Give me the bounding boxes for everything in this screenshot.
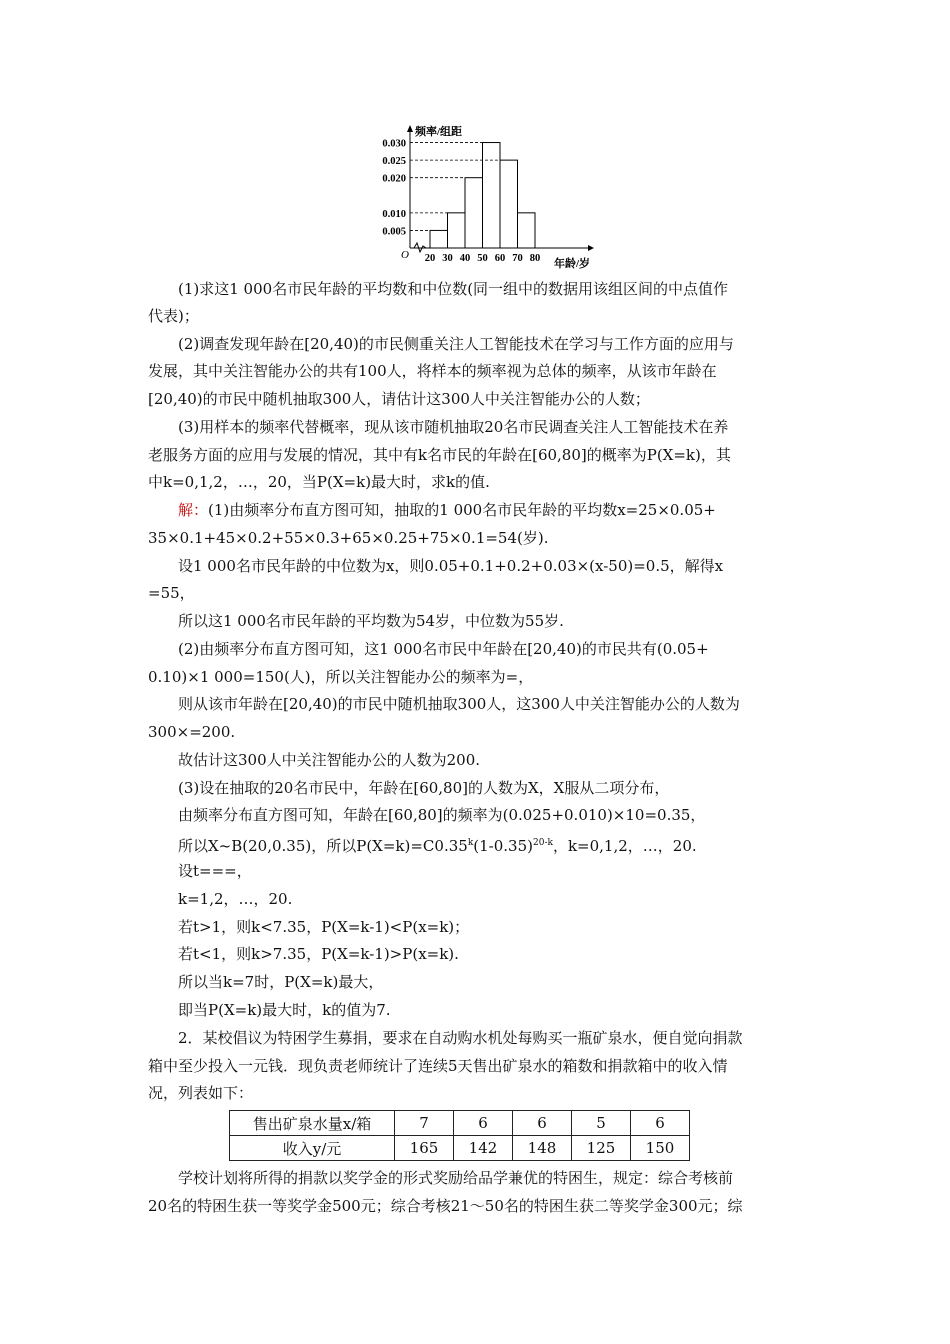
y-axis-label: 频率/组距 xyxy=(415,126,463,138)
table-header-cell: 收入y/元 xyxy=(230,1136,395,1161)
solution-line19: 即当P(X=k)最大时，k的值为7. xyxy=(178,1001,391,1019)
histogram-bar xyxy=(430,230,448,248)
q1-line2: 代表)； xyxy=(148,307,199,325)
solution-line4: =55， xyxy=(148,584,195,602)
binomial-part2: (1-0.35) xyxy=(473,837,533,855)
q2-line2: 发展，其中关注智能办公的共有100人，将样本的频率视为总体的频率，从该市年龄在 xyxy=(148,362,717,380)
solution-line13 xyxy=(178,833,858,856)
x-tick-label: 70 xyxy=(512,253,523,264)
solution-line3: 设1 000名市民年龄的中位数为x，则0.05+0.1+0.2+0.03×(x-50)=0.5，解得x xyxy=(178,557,724,575)
table-cell: 150 xyxy=(631,1136,690,1161)
solution-line1 xyxy=(178,500,858,520)
table-header-cell: 售出矿泉水量x/箱 xyxy=(230,1111,395,1136)
solution-line14: 设t===， xyxy=(178,862,252,880)
solution-line12: 由频率分布直方图可知，年龄在[60,80]的频率为(0.025+0.010)×10=0.35， xyxy=(178,806,706,824)
q2-line3: [20,40)的市民中随机抽取300人，请估计这300人中关注智能办公的人数； xyxy=(148,390,650,408)
table-cell: 165 xyxy=(395,1136,454,1161)
solution-line8: 则从该市年龄在[20,40)的市民中随机抽取300人，这300人中关注智能办公的人数为 xyxy=(178,695,740,713)
y-tick-label: 0.030 xyxy=(382,138,406,150)
x-tick-label: 50 xyxy=(477,253,488,264)
y-axis-arrow xyxy=(407,125,413,132)
x-axis-label: 年龄/岁 xyxy=(554,258,591,270)
table-cell: 125 xyxy=(572,1136,631,1161)
problem2-line4: 学校计划将所得的捐款以奖学金的形式奖励给品学兼优的特困生，规定：综合考核前 xyxy=(178,1169,734,1187)
table-cell: 5 xyxy=(572,1111,631,1136)
q3-line3: 中k=0,1,2，…，20，当P(X=k)最大时，求k的值. xyxy=(148,473,490,491)
solution-line17: 若t<1，则k>7.35，P(X=k-1)>P(x=k). xyxy=(178,945,459,963)
solution-text: (1)由频率分布直方图可知，抽取的1 000名市民年龄的平均数x=25×0.05+ xyxy=(208,501,716,519)
q3-line2: 老服务方面的应用与发展的情况，其中有k名市民的年龄在[60,80]的概率为P(X=k)，其 xyxy=(148,446,731,464)
solution-line11: (3)设在抽取的20名市民中，年龄在[60,80]的人数为X，X服从二项分布， xyxy=(178,779,670,797)
y-tick-label: 0.020 xyxy=(382,173,406,185)
table-cell: 142 xyxy=(454,1136,513,1161)
problem2-line5: 20名的特困生获一等奖学金500元；综合考核21～50名的特困生获二等奖学金300元；综 xyxy=(148,1197,743,1215)
x-tick-label: 30 xyxy=(442,253,453,264)
table-cell: 6 xyxy=(454,1111,513,1136)
histogram-bar xyxy=(483,143,501,248)
table-row xyxy=(230,1136,690,1161)
q3-line1: (3)用样本的频率代替概率，现从该市随机抽取20名市民调查关注人工智能技术在养 xyxy=(178,418,729,436)
table-cell: 7 xyxy=(395,1111,454,1136)
table-cell: 6 xyxy=(513,1111,572,1136)
x-tick-label: 60 xyxy=(494,253,506,264)
solution-line15: k=1,2，…，20. xyxy=(178,890,293,908)
histogram-bar xyxy=(465,178,483,248)
frequency-histogram xyxy=(368,124,616,270)
solution-line9: 300×=200. xyxy=(148,723,236,741)
histogram-bar xyxy=(500,160,518,248)
histogram-bar xyxy=(518,213,536,248)
binomial-part3: ，k=0,1,2，…，20. xyxy=(552,837,697,855)
table-row xyxy=(230,1111,690,1136)
solution-line10: 故估计这300人中关注智能办公的人数为200. xyxy=(178,751,481,769)
y-tick-label: 0.025 xyxy=(382,156,406,168)
exp-20-k: 20-k xyxy=(533,838,553,848)
problem2-line1: 2．某校倡议为特困学生募捐，要求在自动购水机处每购买一瓶矿泉水，便自觉向捐款 xyxy=(178,1029,743,1047)
problem2-line3: 况，列表如下： xyxy=(148,1084,254,1102)
histogram-bar xyxy=(448,213,466,248)
table-cell: 148 xyxy=(513,1136,572,1161)
y-tick-label: 0.005 xyxy=(382,226,406,238)
origin-label: O xyxy=(401,249,409,261)
solution-line16: 若t>1，则k<7.35，P(X=k-1)<P(x=k)； xyxy=(178,918,470,936)
table-cell: 6 xyxy=(631,1111,690,1136)
x-tick-label: 20 xyxy=(424,253,436,264)
x-tick-label: 40 xyxy=(459,253,471,264)
exp-k: k xyxy=(467,838,474,848)
sales-income-table xyxy=(229,1110,690,1161)
x-tick-label: 80 xyxy=(529,253,541,264)
q1-line1: (1)求这1 000名市民年龄的平均数和中位数(同一组中的数据用该组区间的中点值作 xyxy=(178,280,729,298)
solution-line6: (2)由频率分布直方图可知，这1 000名市民中年龄在[20,40)的市民共有(0.05+ xyxy=(178,640,709,658)
y-tick-label: 0.010 xyxy=(382,208,406,220)
binomial-part1: 所以X~B(20,0.35)，所以P(X=k)=C0.35 xyxy=(178,837,468,855)
solution-line18: 所以当k=7时，P(X=k)最大， xyxy=(178,973,384,991)
solution-label: 解： xyxy=(178,501,209,519)
q2-line1: (2)调查发现年龄在[20,40)的市民侧重关注人工智能技术在学习与工作方面的应用与 xyxy=(178,335,734,353)
solution-line5: 所以这1 000名市民年龄的平均数为54岁，中位数为55岁. xyxy=(178,612,564,630)
solution-line7: 0.10)×1 000=150(人)，所以关注智能办公的频率为=， xyxy=(148,668,534,686)
solution-line2: 35×0.1+45×0.2+55×0.3+65×0.25+75×0.1=54(岁). xyxy=(148,529,549,547)
x-axis-arrow xyxy=(588,245,594,251)
problem2-line2: 箱中至少投入一元钱．现负责老师统计了连续5天售出矿泉水的箱数和捐款箱中的收入情 xyxy=(148,1057,728,1075)
